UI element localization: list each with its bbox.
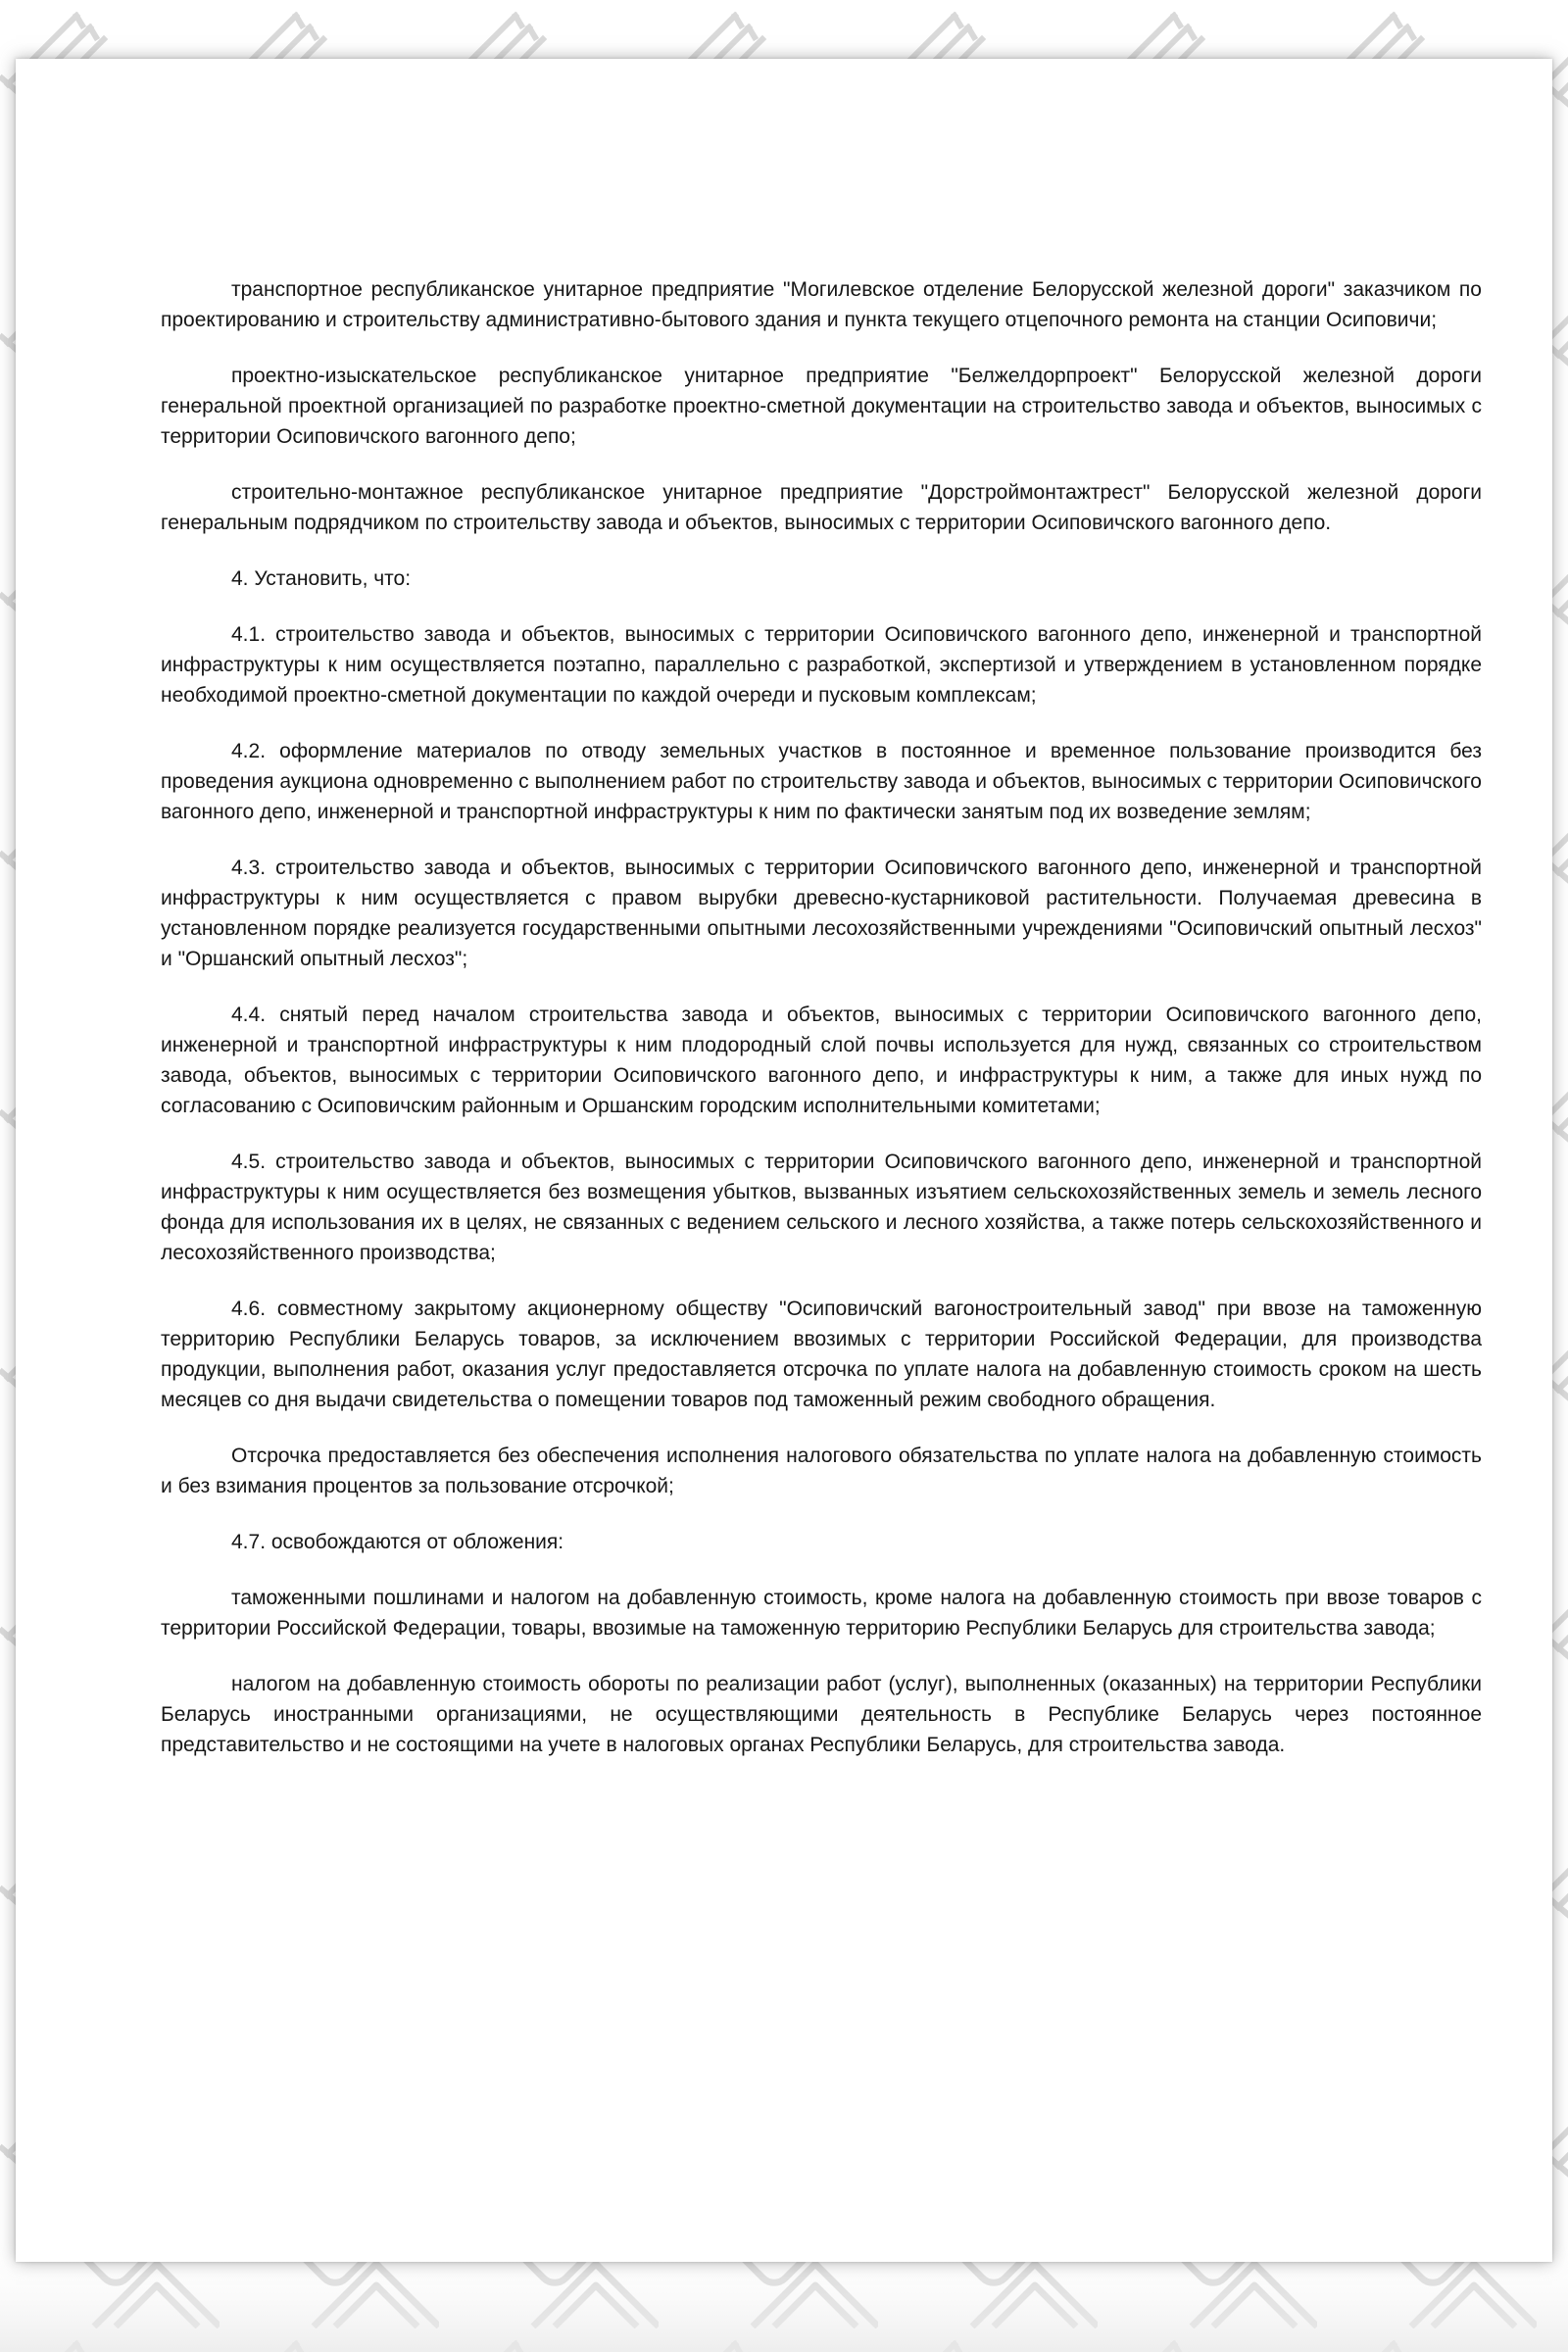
document-page — [16, 59, 1552, 2262]
paragraph: строительно-монтажное республиканское унитарное предприятие "Дорстроймонтажтрест" Белорусской железной дороги генеральным подрядчиком по строительству завода и объектов, выносимых с территории Осиповичского вагонного депо. — [161, 481, 1482, 534]
document-body — [161, 274, 1482, 1786]
paragraph: налогом на добавленную стоимость обороты по реализации работ (услуг), выполненных (оказанных) на территории Республики Беларусь иностранными организациями, не осуществляющими деятельность в Республике Беларусь через постоянное представительство и не состоящими на учете в налоговых органах Республики Беларусь, для строительства завода. — [161, 1673, 1482, 1756]
paragraph: проектно-изыскательское республиканское унитарное предприятие "Белжелдорпроект" Белорусской железной дороги генеральной проектной организацией по разработке проектно-сметной документации на строительство завода и объектов, выносимых с территории Осиповичского вагонного депо; — [161, 365, 1482, 448]
paragraph: транспортное республиканское унитарное предприятие "Могилевское отделение Белорусской железной дороги" заказчиком по проектированию и строительству административно-бытового здания и пункта текущего отцепочного ремонта на станции Осиповичи; — [161, 278, 1482, 331]
paragraph: 4.6. совместному закрытому акционерному обществу "Осиповичский вагоностроительный завод" при ввозе на таможенную территорию Республики Беларусь товаров, за исключением ввозимых с территории Российской Федерации, для производства продукции, выполнения работ, оказания услуг предоставляется отсрочка по уплате налога на добавленную стоимость сроком на шесть месяцев со дня выдачи свидетельства о помещении товаров под таможенный режим свободного обращения. — [161, 1298, 1482, 1411]
paragraph: 4.1. строительство завода и объектов, выносимых с территории Осиповичского вагонного депо, инженерной и транспортной инфраструктуры к ним осуществляется поэтапно, параллельно с разработкой, экспертизой и утверждением в установленном порядке необходимой проектно-сметной документации по каждой очереди и пусковым комплексам; — [161, 623, 1482, 707]
paragraph: 4.7. освобождаются от обложения: — [231, 1531, 564, 1553]
paragraph: таможенными пошлинами и налогом на добавленную стоимость, кроме налога на добавленную стоимость при ввозе товаров с территории Российской Федерации, товары, ввозимые на таможенную территорию Республики Беларусь для строительства завода; — [161, 1587, 1482, 1640]
paragraph: 4.5. строительство завода и объектов, выносимых с территории Осиповичского вагонного депо, инженерной и транспортной инфраструктуры к ним осуществляется без возмещения убытков, вызванных изъятием сельскохозяйственных земель и земель лесного фонда для использования их в целях, не связанных с ведением сельского и лесного хозяйства, а также потерь сельскохозяйственного и лесохозяйственного производства; — [161, 1151, 1482, 1264]
paragraph: 4.2. оформление материалов по отводу земельных участков в постоянное и временное пользование производится без проведения аукциона одновременно с выполнением работ по строительству завода и объектов, выносимых с территории Осиповичского вагонного депо, инженерной и транспортной инфраструктуры к ним по фактически занятым под их возведение землям; — [161, 740, 1482, 823]
paragraph: 4.4. снятый перед началом строительства завода и объектов, выносимых с территории Осиповичского вагонного депо, инженерной и транспортной инфраструктуры к ним плодородный слой почвы используется для нужд, связанных со строительством завода, объектов, выносимых с территории Осиповичского вагонного депо, и инфраструктуры к ним, а также для иных нужд по согласованию с Осиповичским районным и Оршанским городским исполнительными комитетами; — [161, 1004, 1482, 1117]
paragraph: Отсрочка предоставляется без обеспечения исполнения налогового обязательства по уплате налога на добавленную стоимость и без взимания процентов за пользование отсрочкой; — [161, 1445, 1482, 1497]
paragraph: 4. Установить, что: — [231, 567, 412, 590]
paragraph: 4.3. строительство завода и объектов, выносимых с территории Осиповичского вагонного депо, инженерной и транспортной инфраструктуры к ним осуществляется с правом вырубки древесно-кустарниковой растительности. Получаемая древесина в установленном порядке реализуется государственными опытными лесохозяйственными учреждениями "Осиповичский опытный лесхоз" и "Оршанский опытный лесхоз"; — [161, 857, 1482, 970]
